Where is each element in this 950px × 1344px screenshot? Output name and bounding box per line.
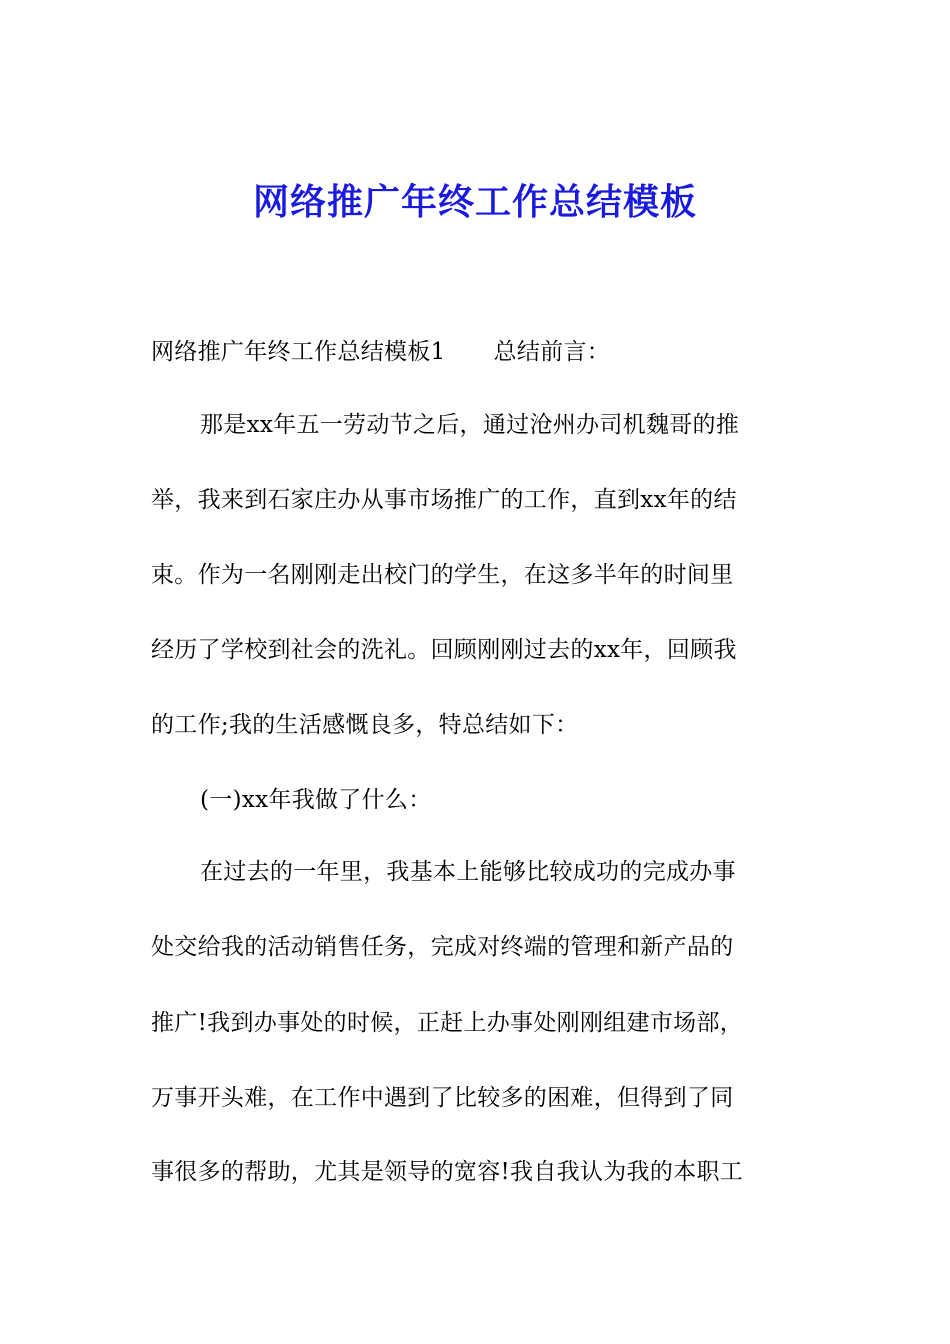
paragraph-line: 束。作为一名刚刚走出校门的学生，在这多半年的时间里 xyxy=(151,562,734,588)
paragraph-line: 事很多的帮助，尤其是领导的宽容!我自我认为我的本职工 xyxy=(151,1159,744,1185)
paragraph-line: 处交给我的活动销售任务，完成对终端的管理和新产品的 xyxy=(151,934,734,960)
paragraph-line: 经历了学校到社会的洗礼。回顾刚刚过去的xx年，回顾我 xyxy=(151,637,737,663)
paragraph-line: 那是xx年五一劳动节之后，通过沧州办司机魏哥的推 xyxy=(200,412,740,438)
document-title: 网络推广年终工作总结模板 xyxy=(252,182,697,223)
paragraph-line: 在过去的一年里，我基本上能够比较成功的完成办事 xyxy=(200,859,736,885)
paragraph-line: 举，我来到石家庄办从事市场推广的工作，直到xx年的结 xyxy=(151,487,737,513)
paragraph-line: 万事开头难，在工作中遇到了比较多的困难，但得到了同 xyxy=(151,1085,734,1111)
preface-label: 总结前言： xyxy=(493,339,611,365)
heading-line xyxy=(151,337,811,367)
section-heading: 网络推广年终工作总结模板1 xyxy=(151,339,446,365)
subheading-line: (一)xx年我做了什么： xyxy=(200,787,432,813)
paragraph-line: 的工作;我的生活感慨良多，特总结如下： xyxy=(151,712,579,738)
paragraph-line: 推广!我到办事处的时候，正赶上办事处刚刚组建市场部， xyxy=(151,1010,744,1036)
